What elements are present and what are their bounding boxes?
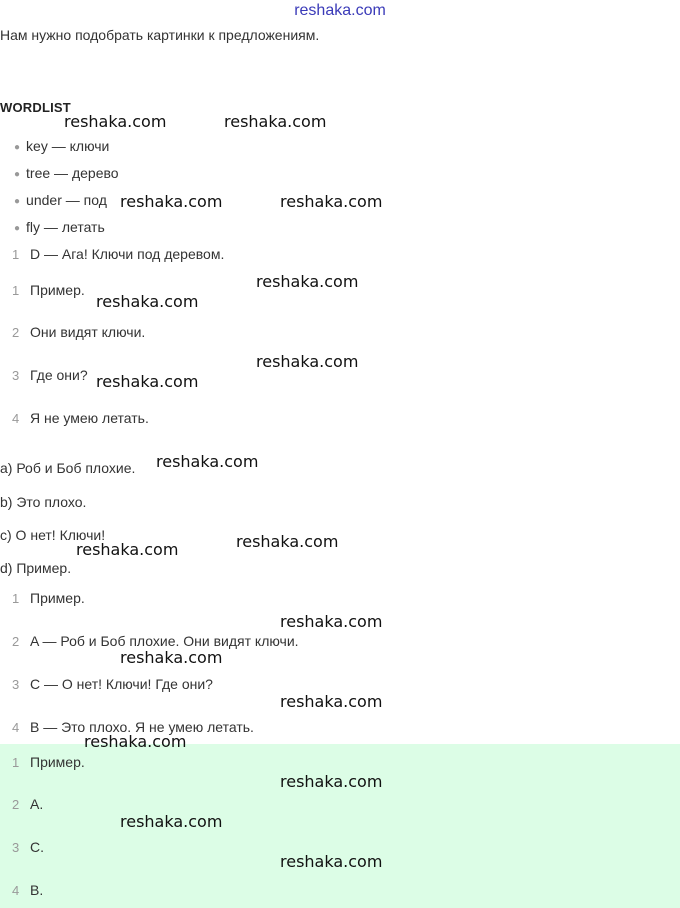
list-number: 2 xyxy=(12,797,20,812)
list-item-text: D — Ага! Ключи под деревом. xyxy=(30,246,225,262)
list-number: 2 xyxy=(12,634,20,649)
site-logo[interactable]: reshaka.com xyxy=(294,2,386,19)
watermark: reshaka.com xyxy=(64,112,167,131)
answer-item xyxy=(12,839,44,855)
watermark: reshaka.com xyxy=(120,648,223,667)
watermark: reshaka.com xyxy=(256,272,359,291)
list-item xyxy=(12,410,149,426)
answer-text: A. xyxy=(30,796,44,812)
wordlist-item-text: fly — летать xyxy=(26,219,105,235)
list-number: 3 xyxy=(12,368,20,383)
list-number: 1 xyxy=(12,283,20,298)
watermark: reshaka.com xyxy=(236,532,339,551)
wordlist-item-text: key — ключи xyxy=(26,138,110,154)
list-item xyxy=(12,367,88,383)
list-number: 1 xyxy=(12,247,20,262)
watermark: reshaka.com xyxy=(280,692,383,711)
wordlist-title: WORDLIST xyxy=(0,100,71,115)
watermark: reshaka.com xyxy=(84,732,187,751)
wordlist-item xyxy=(14,165,119,181)
wordlist-item xyxy=(14,138,109,154)
wordlist-item xyxy=(14,219,105,235)
list-number: 4 xyxy=(12,883,20,898)
answer-text: C. xyxy=(30,839,44,855)
wordlist-item xyxy=(14,192,107,208)
wordlist-item-text: under — под xyxy=(26,192,107,208)
answer-text: B. xyxy=(30,882,44,898)
list-item xyxy=(12,676,213,692)
list-item-text: Пример. xyxy=(30,282,85,298)
list-number: 2 xyxy=(12,325,20,340)
letter-option: a) Роб и Боб плохие. xyxy=(0,460,136,476)
watermark: reshaka.com xyxy=(96,292,199,311)
list-item xyxy=(12,246,224,262)
list-number: 3 xyxy=(12,840,20,855)
watermark: reshaka.com xyxy=(120,812,223,831)
list-item-text: Я не умею летать. xyxy=(30,410,149,426)
bullet-icon: ● xyxy=(14,223,21,234)
watermark: reshaka.com xyxy=(280,192,383,211)
list-item-text: B — Это плохо. Я не умею летать. xyxy=(30,719,254,735)
list-item-text: C — О нет! Ключи! Где они? xyxy=(30,676,213,692)
answer-item xyxy=(12,796,43,812)
list-item-text: Они видят ключи. xyxy=(30,324,146,340)
list-item xyxy=(12,590,85,606)
watermark: reshaka.com xyxy=(280,772,383,791)
list-item-text: Где они? xyxy=(30,367,88,383)
watermark: reshaka.com xyxy=(224,112,327,131)
list-item xyxy=(12,282,85,298)
letter-option: c) О нет! Ключи! xyxy=(0,527,106,543)
list-number: 4 xyxy=(12,720,20,735)
letter-option: d) Пример. xyxy=(0,560,72,576)
list-number: 1 xyxy=(12,591,20,606)
watermark: reshaka.com xyxy=(256,352,359,371)
answer-item xyxy=(12,754,85,770)
bullet-icon: ● xyxy=(14,196,21,207)
list-item xyxy=(12,633,299,649)
watermark: reshaka.com xyxy=(156,452,259,471)
wordlist-item-text: tree — дерево xyxy=(26,165,119,181)
watermark: reshaka.com xyxy=(96,372,199,391)
bullet-icon: ● xyxy=(14,142,21,153)
answer-text: Пример. xyxy=(30,754,85,770)
watermark: reshaka.com xyxy=(120,192,223,211)
list-item xyxy=(12,324,145,340)
answer-item xyxy=(12,882,43,898)
list-number: 1 xyxy=(12,755,20,770)
watermark: reshaka.com xyxy=(280,612,383,631)
list-number: 4 xyxy=(12,411,20,426)
list-item-text: Пример. xyxy=(30,590,85,606)
bullet-icon: ● xyxy=(14,169,21,180)
list-item-text: A — Роб и Боб плохие. Они видят ключи. xyxy=(30,633,299,649)
answer-block xyxy=(0,744,680,908)
watermark: reshaka.com xyxy=(280,852,383,871)
letter-option: b) Это плохо. xyxy=(0,494,87,510)
list-number: 3 xyxy=(12,677,20,692)
watermark: reshaka.com xyxy=(76,540,179,559)
intro-text: Нам нужно подобрать картинки к предложениям. xyxy=(0,27,320,43)
